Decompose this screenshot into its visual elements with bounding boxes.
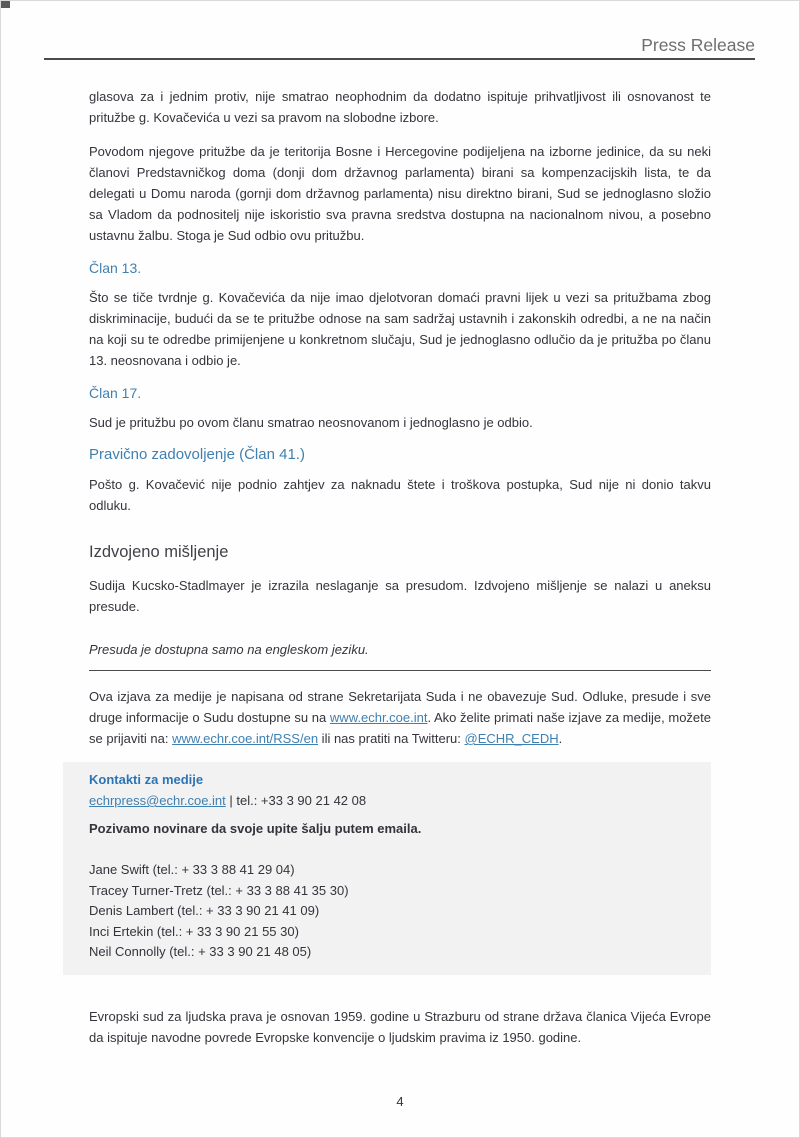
- page-number: 4: [396, 1094, 404, 1109]
- paragraph-just-satisfaction: Pošto g. Kovačević nije podnio zahtjev za naknadu štete i troškova postupka, Sud nije ni donio takvu odluku.: [89, 477, 711, 513]
- contacts-list: [89, 860, 705, 963]
- header-title: Press Release: [641, 35, 755, 55]
- media-contacts-box: [63, 762, 711, 975]
- separator-line: [89, 670, 711, 671]
- media-info-text-4: .: [558, 731, 563, 746]
- heading-article-13: Član 13.: [89, 260, 142, 276]
- contact-line: Neil Connolly (tel.: + 33 3 90 21 48 05): [89, 944, 312, 959]
- media-info-text-1: Ova izjava za medije je napisana od strane Sekretarijata Suda i ne obavezuje Sud. Odluke, presude i sve druge informacije o Sudu dostupne su na: [89, 689, 711, 725]
- heading-separate-opinion: Izdvojeno mišljenje: [89, 543, 229, 561]
- paragraph-separate-opinion: Sudija Kucsko-Stadlmayer je izrazila neslaganje sa presudom. Izdvojeno mišljenje se nalazi u aneksu presude.: [89, 578, 711, 614]
- scan-corner-artifact: [1, 1, 10, 8]
- contact-line: Denis Lambert (tel.: + 33 3 90 21 41 09): [89, 903, 320, 918]
- heading-just-satisfaction: Pravično zadovoljenje (Član 41.): [89, 446, 305, 463]
- press-release-header: [1, 1, 799, 60]
- paragraph-media-info: [89, 686, 711, 749]
- paragraph-article-13: Što se tiče tvrdnje g. Kovačevića da nije imao djelotvoran domaći pravni lijek u vezi sa pritužbama zbog diskriminacije, budući da se te pritužbe odnose na sam sadržaj ustavnih i zakonskih odredbi, a ne na način na koji su te odredbe primijenjene u konkretnom slučaju, Sud je jednoglasno odlučio da je pritužba po članu 13. neosnovana i odbio je.: [89, 290, 711, 368]
- document-body: [89, 86, 711, 1048]
- link-rss-feed[interactable]: www.echr.coe.int/RSS/en: [172, 731, 319, 746]
- media-info-text-2: . Ako želite primati naše izjave za medije, možete se prijaviti na:: [89, 710, 711, 746]
- contact-line: Tracey Turner-Tretz (tel.: + 33 3 88 41 35 30): [89, 882, 349, 898]
- paragraph-votes: glasova za i jednim protiv, nije smatrao neophodnim da dodatno ispituje prihvatljivost ili osnovanost te pritužbe g. Kovačevića u vezi sa pravom na slobodne izbore.: [89, 89, 711, 125]
- contact-line: Jane Swift (tel.: + 33 3 88 41 29 04): [89, 862, 295, 877]
- press-phone-text: | tel.: +33 3 90 21 42 08: [225, 793, 367, 808]
- heading-article-17: Član 17.: [89, 385, 142, 401]
- header-rule: [44, 58, 755, 60]
- note-language-availability: Presuda je dostupna samo na engleskom jeziku.: [89, 642, 369, 657]
- contacts-email-line: [89, 790, 705, 811]
- paragraph-article-17: Sud je pritužbu po ovom članu smatrao neosnovanom i jednoglasno je odbio.: [89, 415, 533, 430]
- journalist-invite-text: Pozivamo novinare da svoje upite šalju putem emaila.: [89, 821, 422, 836]
- press-email-link[interactable]: echrpress@echr.coe.int: [89, 793, 226, 808]
- paragraph-territory: Povodom njegove pritužbe da je teritorija Bosne i Hercegovine podijeljena na izborne jedinice, da su neki članovi Predstavničkog doma (donji dom državnog parlamenta) birani sa kompenzacijskih lista, te da delegati u Domu naroda (gornji dom državnog parlamenta) nisu direktno birani, Sud se jednoglasno složio sa Vladom da podnositelj nije iskoristio sva pravna sredstva dostupna na nacionalnom nivou, a posebno ustavnu žalbu. Stoga je Sud odbio ovu pritužbu.: [89, 144, 711, 243]
- link-echr-website[interactable]: www.echr.coe.int: [329, 710, 428, 725]
- link-twitter-handle[interactable]: @ECHR_CEDH: [464, 731, 559, 746]
- contacts-box-title: Kontakti za medije: [89, 772, 204, 787]
- paragraph-court-info: Evropski sud za ljudska prava je osnovan 1959. godine u Strazburu od strane država članica Vijeća Evrope da ispituje navodne povrede Evropske konvencije o ljudskim pravima iz 1950. godine.: [89, 1008, 711, 1045]
- media-info-text-3: ili nas pratiti na Twitteru:: [318, 731, 465, 746]
- contact-line: Inci Ertekin (tel.: + 33 3 90 21 55 30): [89, 923, 299, 939]
